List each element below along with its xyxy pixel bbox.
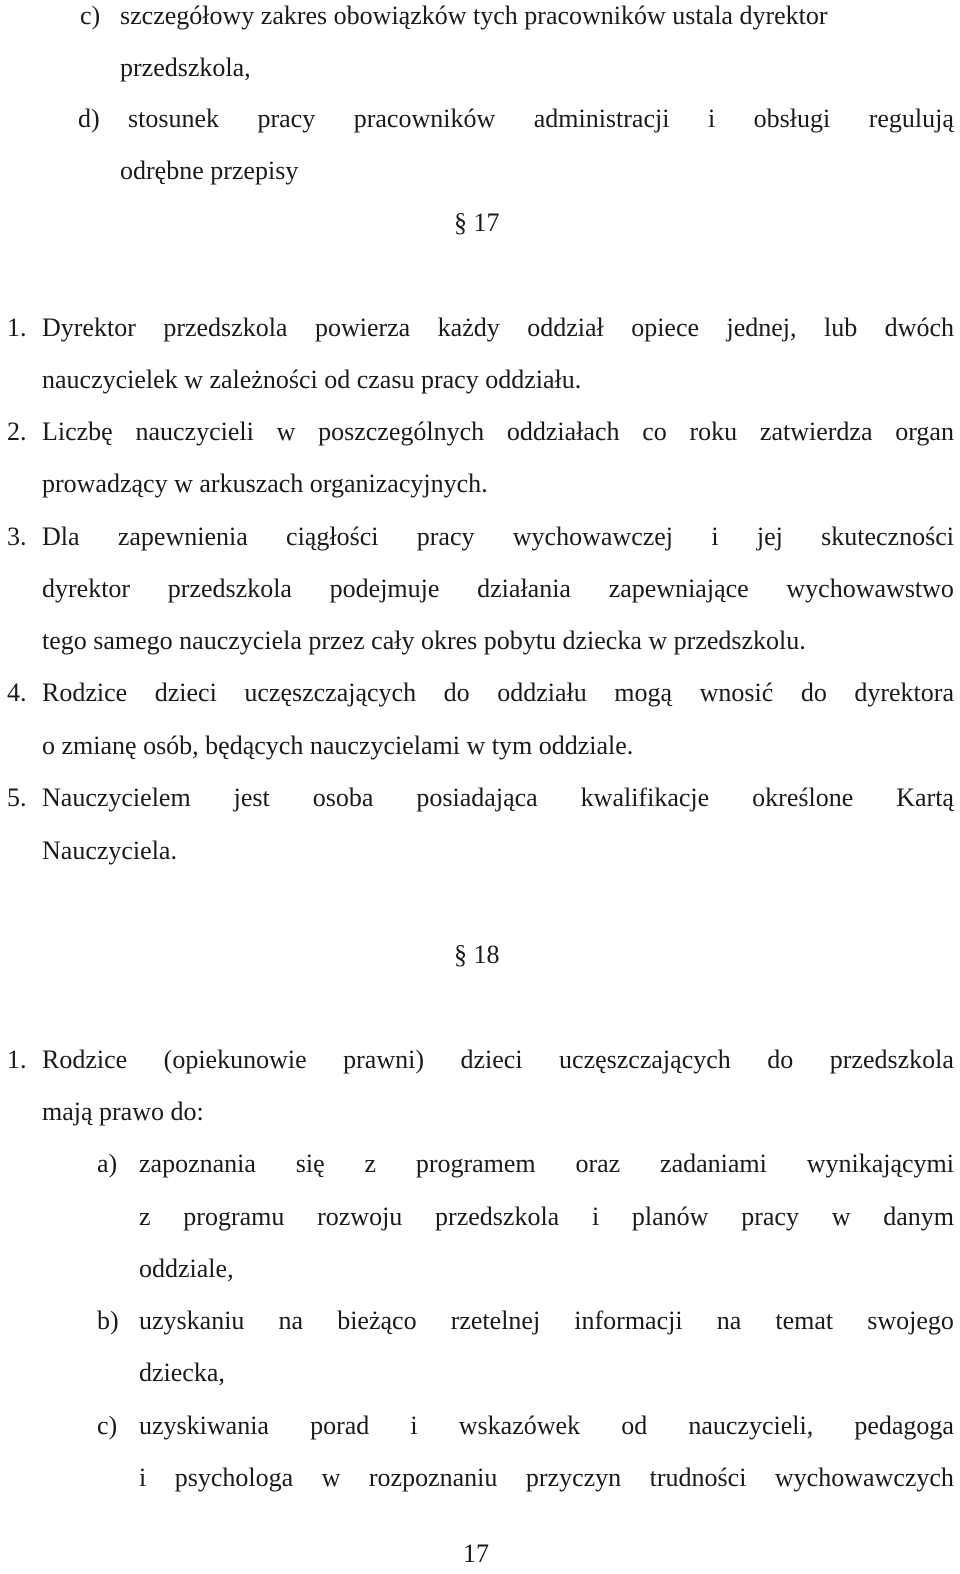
word: opiece [631, 313, 700, 342]
word: jednej, [726, 313, 797, 342]
item-number: 1. [7, 313, 27, 342]
word: nauczycieli, [688, 1411, 814, 1440]
word: (opiekunowie [163, 1045, 307, 1074]
word: oddziału [497, 678, 587, 707]
word: uzyskiwania [139, 1411, 269, 1440]
word: osoba [312, 783, 374, 812]
word: jej [756, 522, 783, 551]
word: planów [631, 1202, 709, 1231]
subitem-line [139, 1462, 954, 1494]
item-line: mają prawo do: [42, 1097, 204, 1126]
word: zapewniające [608, 574, 749, 603]
page-number: 17 [463, 1539, 489, 1568]
word: temat [775, 1306, 834, 1335]
word: kwalifikacje [580, 783, 710, 812]
word: i [711, 522, 719, 551]
word: pracy [257, 104, 316, 133]
item-line: nauczycielek w zależności od czasu pracy oddziału. [42, 365, 582, 394]
word: do [767, 1045, 794, 1074]
word: programem [415, 1149, 536, 1178]
word: programu [183, 1202, 285, 1231]
word: przedszkola [167, 574, 292, 603]
item-line: tego samego nauczyciela przez cały okres pobytu dziecka w przedszkolu. [42, 626, 806, 655]
word: Dla [42, 522, 80, 551]
section-heading-18: § 18 [454, 940, 500, 969]
word: prawni) [343, 1045, 424, 1074]
word: z [139, 1202, 151, 1231]
word: regulują [868, 104, 954, 133]
list-item-d-line2: odrębne przepisy [120, 156, 299, 185]
item-line [42, 573, 954, 605]
word: zatwierdza [759, 417, 873, 446]
word: się [295, 1149, 325, 1178]
subitem-line [139, 1410, 954, 1442]
word: dyrektora [854, 678, 954, 707]
word: wnosić [699, 678, 774, 707]
word: podejmuje [329, 574, 440, 603]
list-marker-d: d) [78, 104, 100, 133]
word: ciągłości [286, 522, 379, 551]
subitem-line [139, 1305, 954, 1337]
word: lub [823, 313, 858, 342]
word: Rodzice [42, 1045, 128, 1074]
word: poszczególnych [318, 417, 485, 446]
subitem-line [139, 1201, 954, 1233]
word: przedszkola [163, 313, 288, 342]
word: danym [883, 1202, 954, 1231]
word: organ [895, 417, 954, 446]
section-heading-17: § 17 [454, 208, 500, 237]
word: określone [752, 783, 854, 812]
word: pedagoga [854, 1411, 954, 1440]
word: w [321, 1463, 341, 1492]
word: informacji [574, 1306, 683, 1335]
word: uzyskaniu [139, 1306, 245, 1335]
word: Liczbę [42, 417, 113, 446]
word: w [831, 1202, 851, 1231]
word: dyrektor [42, 574, 131, 603]
item-line: prowadzący w arkuszach organizacyjnych. [42, 469, 488, 498]
word: przedszkola [435, 1202, 560, 1231]
word: Rodzice [42, 678, 128, 707]
word: jest [233, 783, 270, 812]
item-number: 1. [7, 1045, 27, 1074]
word: na [278, 1306, 304, 1335]
list-item-d-line1 [128, 103, 954, 135]
word: wychowawstwo [786, 574, 954, 603]
word: i [139, 1463, 147, 1492]
word: pracy [741, 1202, 799, 1231]
item-line [42, 312, 954, 344]
item-line [42, 1044, 954, 1076]
word: działania [477, 574, 571, 603]
word: psychologa [174, 1463, 294, 1492]
word: pracowników [353, 104, 496, 133]
word: posiadająca [416, 783, 538, 812]
word: dzieci [154, 678, 217, 707]
item-line [42, 416, 954, 448]
list-marker-c: c) [80, 1, 101, 30]
word: zadaniami [660, 1149, 767, 1178]
word: dwóch [884, 313, 954, 342]
item-line [42, 782, 954, 814]
word: bieżąco [337, 1306, 417, 1335]
word: roku [689, 417, 738, 446]
item-number: 5. [7, 783, 27, 812]
word: powierza [314, 313, 411, 342]
word: nauczycieli [135, 417, 254, 446]
word: rozpoznaniu [368, 1463, 498, 1492]
item-number: 4. [7, 678, 27, 707]
subitem-line: oddziale, [139, 1254, 234, 1283]
word: oraz [575, 1149, 621, 1178]
word: Kartą [896, 783, 954, 812]
item-line [42, 521, 954, 553]
word: wychowawczej [512, 522, 674, 551]
word: do [800, 678, 827, 707]
subitem-marker-a: a) [97, 1149, 118, 1178]
word: wskazówek [458, 1411, 581, 1440]
item-line [42, 677, 954, 709]
word: porad [310, 1411, 370, 1440]
word: rzetelnej [450, 1306, 541, 1335]
word: rozwoju [317, 1202, 403, 1231]
word: obsługi [753, 104, 831, 133]
word: Dyrektor [42, 313, 136, 342]
subitem-line [139, 1148, 954, 1180]
word: i [591, 1202, 600, 1231]
word: zapewnienia [117, 522, 248, 551]
item-number: 3. [7, 522, 27, 551]
word: wychowawczych [774, 1463, 954, 1492]
word: z [364, 1149, 376, 1178]
word: swojego [867, 1306, 954, 1335]
word: przedszkola [829, 1045, 954, 1074]
subitem-marker-c: c) [97, 1411, 118, 1440]
word: przyczyn [525, 1463, 622, 1492]
word: stosunek [128, 104, 219, 133]
word: na [716, 1306, 742, 1335]
word: administracji [533, 104, 670, 133]
word: wynikającymi [806, 1149, 954, 1178]
list-item-c-line1: szczegółowy zakres obowiązków tych pracowników ustala dyrektor [120, 1, 828, 30]
word: skuteczności [821, 522, 954, 551]
word: mogą [614, 678, 673, 707]
word: trudności [649, 1463, 747, 1492]
word: pracy [416, 522, 475, 551]
item-number: 2. [7, 417, 27, 446]
word: i [410, 1411, 418, 1440]
word: i [707, 104, 716, 133]
item-line: Nauczyciela. [42, 836, 177, 865]
word: Nauczycielem [42, 783, 191, 812]
word: od [621, 1411, 648, 1440]
word: co [642, 417, 667, 446]
word: oddział [527, 313, 604, 342]
word: uczęszczających [244, 678, 417, 707]
word: do [443, 678, 470, 707]
word: każdy [437, 313, 500, 342]
subitem-marker-b: b) [97, 1306, 119, 1335]
word: oddziałach [506, 417, 620, 446]
word: zapoznania [139, 1149, 256, 1178]
item-line: o zmianę osób, będących nauczycielami w tym oddziale. [42, 731, 634, 760]
word: dzieci [460, 1045, 523, 1074]
list-item-c-line2: przedszkola, [120, 53, 251, 82]
word: w [276, 417, 296, 446]
word: uczęszczających [559, 1045, 731, 1074]
subitem-line: dziecka, [139, 1358, 225, 1387]
